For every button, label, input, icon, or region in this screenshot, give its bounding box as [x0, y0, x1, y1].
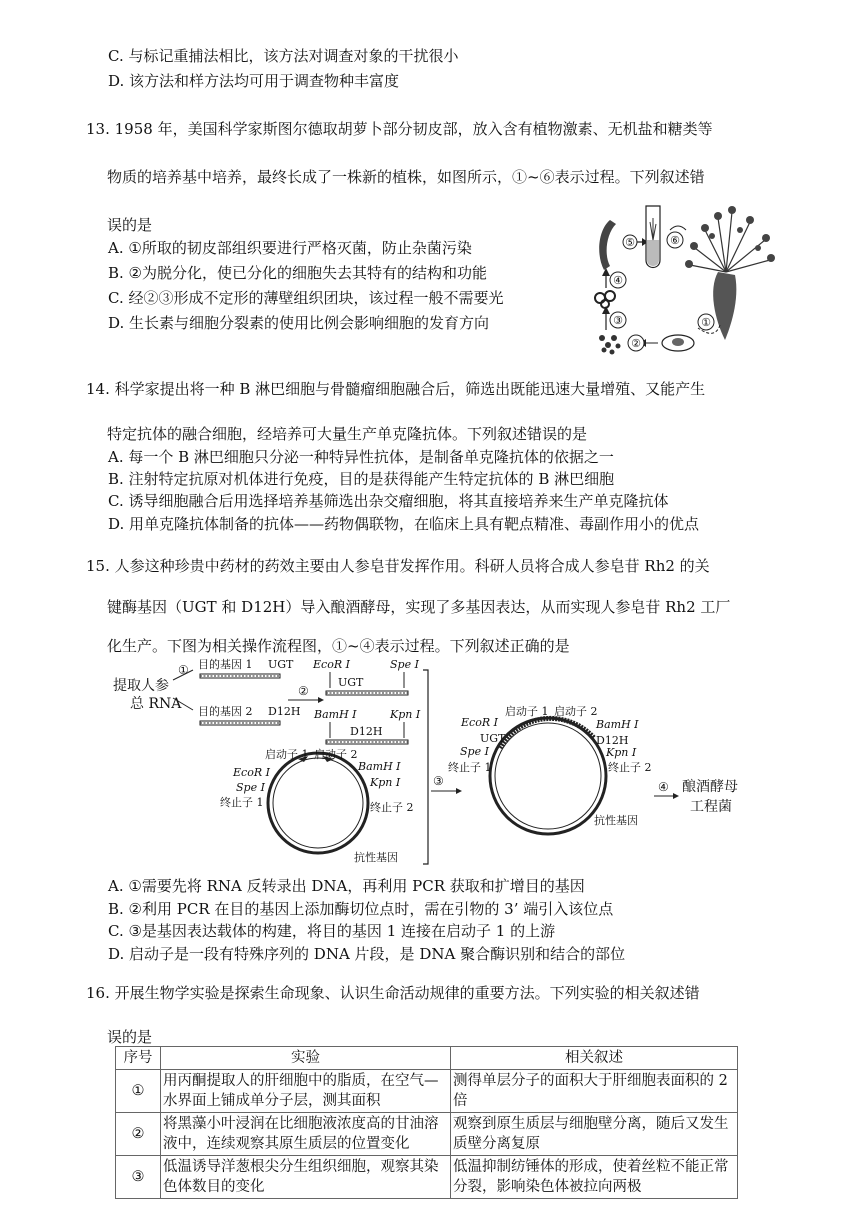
step-2-label: ② — [298, 684, 309, 698]
row-experiment: 低温诱导洋葱根尖分生组织细胞，观察其染色体数目的变化 — [161, 1156, 451, 1199]
q13-stem-line2: 物质的培养基中培养，最终长成了一株新的植株，如图所示，①~⑥表示过程。下列叙述错 — [107, 168, 705, 186]
terminator-1-label-1: 终止子 1 — [220, 796, 264, 809]
table-header-row — [116, 1047, 738, 1070]
kpn-label-1: Kpn Ⅰ — [390, 708, 421, 721]
q15-option-b: B. ②利用 PCR 在目的基因上添加酶切位点时，需在引物的 3’ 端引入该位点 — [108, 900, 614, 918]
yeast-label-2: 工程菌 — [690, 799, 732, 815]
promoter-1-label-2: 启动子 1 — [505, 705, 549, 718]
step-5-label: ⑤ — [625, 236, 635, 249]
step-4-label: ④ — [658, 780, 669, 794]
bamh-label-3: BamH Ⅰ — [596, 718, 639, 731]
step-1-label: ① — [178, 663, 189, 677]
total-rna-label-2: 总 RNA — [130, 696, 182, 712]
step-4-label: ④ — [613, 274, 623, 287]
q15-stem-line2: 键酶基因（UGT 和 D12H）导入酿酒酵母，实现了多基因表达，从而实现人参皂苷 Rh2 工厂 — [107, 598, 731, 616]
q16-stem-line2: 误的是 — [107, 1028, 153, 1046]
row-index: ② — [116, 1113, 161, 1156]
cell-mass-icon — [599, 335, 621, 355]
kpn-label-2: Kpn Ⅰ — [370, 776, 401, 789]
terminator-2-label-2: 终止子 2 — [608, 761, 652, 774]
q14-stem-line1: 14. 科学家提出将一种 B 淋巴细胞与骨髓瘤细胞融合后，筛选出既能迅速大量增殖、又能产生 — [86, 380, 706, 398]
ugt-label-3: UGT — [480, 732, 506, 745]
spe-label-3: Spe Ⅰ — [460, 745, 489, 758]
experiment-table — [115, 1046, 738, 1199]
row-description: 低温抑制纺锤体的形成，使着丝粒不能正常分裂，影响染色体被拉向两极 — [451, 1156, 738, 1199]
q13-stem-line3: 误的是 — [107, 216, 153, 234]
q15-option-a: A. ①需要先将 RNA 反转录出 DNA，再利用 PCR 获取和扩增目的基因 — [108, 877, 585, 895]
header-experiment: 实验 — [161, 1047, 451, 1070]
row-index: ③ — [116, 1156, 161, 1199]
d12h-label-3: D12H — [596, 734, 629, 747]
q15-stem-line3: 化生产。下图为相关操作流程图，①~④表示过程。下列叙述正确的是 — [107, 637, 570, 655]
row-description: 观察到原生质层与细胞壁分离，随后又发生质壁分离复原 — [451, 1113, 738, 1156]
q15-option-d: D. 启动子是一段有特殊序列的 DNA 片段，是 DNA 聚合酶识别和结合的部位 — [108, 945, 626, 963]
row-index: ① — [116, 1070, 161, 1113]
q15-stem-line1: 15. 人参这种珍贵中药材的药效主要由人参皂苷发挥作用。科研人员将合成人参皂苷 Rh2 的关 — [86, 557, 710, 575]
row-description: 测得单层分子的面积大于肝细胞表面积的 2 倍 — [451, 1070, 738, 1113]
callus-icon — [595, 291, 615, 308]
q16-stem-line1: 16. 开展生物学实验是探索生命现象、认识生命活动规律的重要方法。下列实验的相关叙述错 — [86, 984, 700, 1002]
promoter-1-label-1: 启动子 1 — [265, 748, 309, 761]
plasmid-vector-2 — [490, 718, 606, 834]
table-row — [116, 1070, 738, 1113]
gene-2-label: 目的基因 2 — [198, 705, 253, 718]
yeast-label-1: 酿酒酵母 — [682, 779, 738, 795]
q13-option-d: D. 生长素与细胞分裂素的使用比例会影响细胞的发育方向 — [108, 314, 490, 332]
q15-option-c: C. ③是基因表达载体的构建，将目的基因 1 连接在启动子 1 的上游 — [108, 922, 556, 940]
step-1-label: ① — [701, 316, 711, 329]
ecor-label-2: EcoR Ⅰ — [233, 766, 270, 779]
q12-option-c: C. 与标记重捕法相比，该方法对调查对象的干扰很小 — [108, 47, 459, 65]
ugt-label-2: UGT — [338, 676, 364, 689]
step-3-label: ③ — [613, 314, 623, 327]
table-row — [116, 1113, 738, 1156]
step-3-label: ③ — [433, 774, 444, 788]
d12h-label-2: D12H — [350, 725, 383, 738]
ecor-label-3: EcoR Ⅰ — [461, 716, 498, 729]
table-row — [116, 1156, 738, 1199]
q13-stem-line1: 13. 1958 年，美国科学家斯图尔德取胡萝卜部分韧皮部，放入含有植物激素、无机盐和糖类等 — [86, 120, 713, 138]
q14-option-a: A. 每一个 B 淋巴细胞只分泌一种特异性抗体，是制备单克隆抗体的依据之一 — [108, 448, 614, 466]
terminator-1-label-2: 终止子 1 — [448, 761, 492, 774]
spe-label-2: Spe Ⅰ — [236, 781, 265, 794]
q14-option-b: B. 注射特定抗原对机体进行免疫，目的是获得能产生特定抗体的 B 淋巴细胞 — [108, 470, 615, 488]
kpn-label-3: Kpn Ⅰ — [606, 746, 637, 759]
q12-option-d: D. 该方法和样方法均可用于调查物种丰富度 — [108, 72, 400, 90]
q13-option-b: B. ②为脱分化，使已分化的细胞失去其特有的结构和功能 — [108, 264, 488, 282]
resistance-gene-label-1: 抗性基因 — [354, 851, 398, 864]
q14-option-c: C. 诱导细胞融合后用选择培养基筛选出杂交瘤细胞，将其直接培养来生产单克隆抗体 — [108, 492, 669, 510]
q14-stem-line2: 特定抗体的融合细胞，经培养可大量生产单克隆抗体。下列叙述错误的是 — [107, 425, 588, 443]
promoter-2-label-2: 启动子 2 — [554, 705, 598, 718]
total-rna-label-1: 提取人参 — [113, 678, 169, 694]
bamh-label-1: BamH Ⅰ — [314, 708, 357, 721]
gene-expression-vector-figure — [108, 658, 768, 870]
q13-option-a: A. ①所取的韧皮部组织要进行严格灭菌，防止杂菌污染 — [108, 239, 472, 257]
step-2-label: ② — [631, 337, 641, 350]
q14-option-d: D. 用单克隆抗体制备的抗体——药物偶联物，在临床上具有靶点精准、毒副作用小的优点 — [108, 515, 700, 533]
explant-tissue-icon — [599, 220, 616, 270]
gene-1-label: 目的基因 1 — [198, 658, 253, 671]
terminator-2-label-1: 终止子 2 — [370, 801, 414, 814]
ugt-label-1: UGT — [268, 658, 294, 671]
carrot-culture-figure — [590, 200, 790, 360]
resistance-gene-label-2: 抗性基因 — [594, 814, 638, 827]
q13-option-c: C. 经②③形成不定形的薄壁组织团块，该过程一般不需要光 — [108, 289, 504, 307]
promoter-2-label-1: 启动子 2 — [314, 748, 358, 761]
row-experiment: 用丙酮提取人的肝细胞中的脂质，在空气—水界面上铺成单分子层，测其面积 — [161, 1070, 451, 1113]
ecor-label-1: EcoR Ⅰ — [313, 658, 350, 671]
step-6-label: ⑥ — [670, 234, 680, 247]
header-description: 相关叙述 — [451, 1047, 738, 1070]
row-experiment: 将黑藻小叶浸润在比细胞液浓度高的甘油溶液中，连续观察其原生质层的位置变化 — [161, 1113, 451, 1156]
bamh-label-2: BamH Ⅰ — [358, 760, 401, 773]
spe-label-1: Spe Ⅰ — [390, 658, 419, 671]
d12h-label-1: D12H — [268, 705, 301, 718]
plasmid-vector-1 — [268, 753, 368, 853]
header-index: 序号 — [116, 1047, 161, 1070]
